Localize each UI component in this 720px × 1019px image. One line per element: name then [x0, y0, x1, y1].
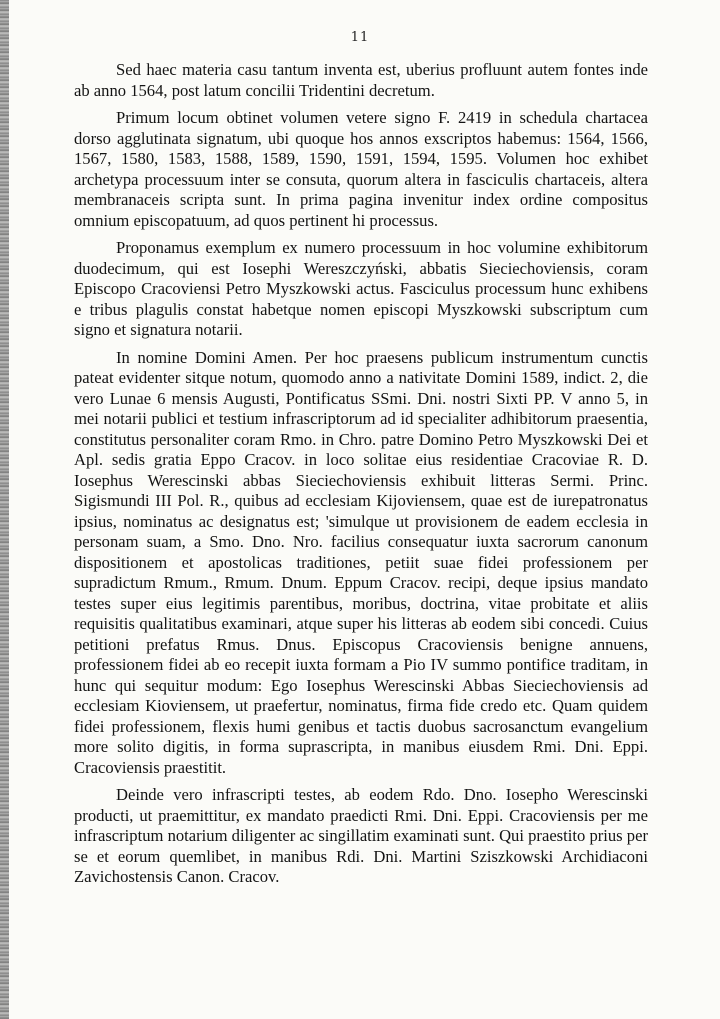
text-body [74, 60, 648, 888]
paragraph-3: Proponamus exemplum ex numero processuum in hoc volumine exhibitorum duodecimum, qui est Iosephi Wereszczyński, abbatis Sieciechoviensis, coram Episcopo Cracoviensi Petro Myszkowski actus. Fasciculus processum hunc exhibens e tribus plagulis constat habetque nomen episcopi Myszkowski subscriptum cum signo et signatura notarii. [74, 238, 648, 339]
paragraph-4: In nomine Domini Amen. Per hoc praesens publicum instrumentum cunctis pateat evidenter sitque notum, quomodo anno a nativitate Domini 1589, indict. 2, die vero Lunae 6 mensis Augusti, Pontificatus SSmi. Dni. nostri Sixti PP. V anno 5, in mei notarii publici et testium infrascriptorum ad id specialiter adhibitorum praesentia, constitutus personaliter coram Rmo. in Chro. patre Domino Petro Myszkowski Dei et Apl. sedis gratia Eppo Cracov. in loco solitae eius residentiae Cracoviae R. D. Iosephus Werescinski abbas Sieciechoviensis exhibuit litteras Sermi. Princ. Sigismundi III Pol. R., quibus ad ecclesiam Kijoviensem, quae est de iurepatronatus ipsius, nominatus ac designatus est; 'simulque ut provisionem de eadem ecclesia in personam suam, a Smo. Dno. Nro. facilius consequatur iuxta sacrorum canonum dispositionem et apostolicas traditiones, petiit suae fidei professionem per supradictum Rmum., Rmum. Dnum. Eppum Cracov. recipi, deque ipsius mandato testes super eius legitimis parentibus, moribus, doctrina, vitae probitate et aliis requisitis qualitatibus examinari, atque super his litteras ab eodem sibi concedi. Cuius petitioni prefatus Rmus. Dnus. Episcopus Cracoviensis benigne annuens, professionem fidei ab eo recepit iuxta formam a Pio IV summo pontifice traditam, in hunc qui sequitur modum: Ego Iosephus Werescinski Abbas Sieciechoviensis ad ecclesiam Kioviensem, ut praefertur, nominatus, firma fide credo etc. Quam quidem fidei professionem, flexis humi genibus et tactis duobus sacrosanctum evangelium more solito digitis, in forma suprascripta, in manibus eiusdem Rmi. Dni. Eppi. Cracoviensis praestitit. [74, 347, 648, 777]
paragraph-2: Primum locum obtinet volumen vetere signo F. 2419 in schedula chartacea dorso agglutinata signatum, ubi quoque hos annos exscriptos habemus: 1564, 1566, 1567, 1580, 1583, 1588, 1589, 1590, 1591, 1594, 1595. Volumen hoc exhibet archetypa processuum inter se consuta, quorum altera in fasciculis chartaceis, altera membranaceis scripta sunt. In prima pagina invenitur index ordine compositus omnium episcopatuum, ad quos pertinent hi processus. [74, 108, 648, 230]
binding-edge [0, 0, 9, 1019]
paragraph-1: Sed haec materia casu tantum inventa est, uberius profluunt autem fontes inde ab anno 1564, post latum concilii Tridentini decretum. [74, 60, 648, 100]
page-number: 11 [350, 30, 370, 45]
paragraph-5: Deinde vero infrascripti testes, ab eodem Rdo. Dno. Iosepho Werescinski producti, ut praemittitur, ex mandato praedicti Rmi. Dni. Eppi. Cracoviensis per me infrascriptum notarium diligenter ac singillatim examinati sunt. Qui praestito prius per se et eorum quemlibet, in manibus Rdi. Dni. Martini Sziszkowski Archidiaconi Zavichostensis Canon. Cracov. [74, 785, 648, 886]
